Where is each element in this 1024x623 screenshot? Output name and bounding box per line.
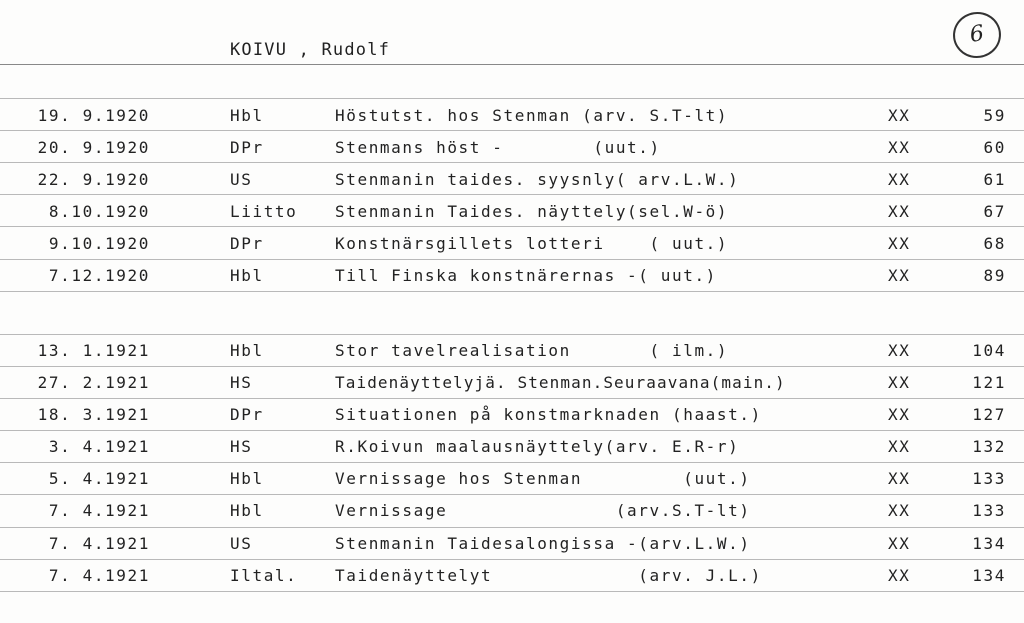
entry-row (0, 198, 1024, 226)
entry-date: 9.10.1920 (48, 234, 150, 253)
entry-mark: XX (888, 501, 911, 520)
card-number-circle: 6 (950, 9, 1004, 61)
entry-number: 133 (972, 501, 1006, 520)
entry-date: 7. 4.1921 (48, 534, 150, 553)
entry-date: 13. 1.1921 (37, 341, 150, 360)
entry-source: Hbl (230, 469, 264, 488)
entry-date: 3. 4.1921 (48, 437, 150, 456)
entry-date: 20. 9.1920 (37, 138, 150, 157)
entry-mark: XX (888, 469, 911, 488)
entry-source: HS (230, 437, 253, 456)
entry-row (0, 562, 1024, 590)
card-heading: KOIVU , Rudolf (230, 40, 391, 60)
ruled-line (0, 334, 1024, 335)
entry-row (0, 401, 1024, 429)
ruled-line (0, 162, 1024, 163)
entry-source: Hbl (230, 266, 264, 285)
entry-source: Liitto (230, 202, 298, 221)
ruled-line (0, 527, 1024, 528)
entry-title: Konstnärsgillets lotteri ( uut.) (335, 234, 729, 253)
ruled-line (0, 291, 1024, 292)
entry-title: Situationen på konstmarknaden (haast.) (335, 405, 762, 424)
entry-date: 7. 4.1921 (48, 501, 150, 520)
entry-mark: XX (888, 405, 911, 424)
entry-source: HS (230, 373, 253, 392)
entry-row (0, 102, 1024, 130)
entry-mark: XX (888, 266, 911, 285)
entry-source: Hbl (230, 341, 264, 360)
entry-mark: XX (888, 202, 911, 221)
entry-row (0, 337, 1024, 365)
entry-number: 134 (972, 534, 1006, 553)
entry-number: 89 (983, 266, 1006, 285)
entry-number: 68 (983, 234, 1006, 253)
ruled-line (0, 591, 1024, 592)
entry-mark: XX (888, 341, 911, 360)
entry-source: Hbl (230, 106, 264, 125)
entry-number: 127 (972, 405, 1006, 424)
entry-date: 19. 9.1920 (37, 106, 150, 125)
entry-mark: XX (888, 373, 911, 392)
entry-title: Stenmanin taides. syysnly( arv.L.W.) (335, 170, 740, 189)
entry-title: Stenmanin Taidesalongissa -(arv.L.W.) (335, 534, 751, 553)
entry-title: R.Koivun maalausnäyttely(arv. E.R-r) (335, 437, 740, 456)
entry-mark: XX (888, 566, 911, 585)
entry-number: 104 (972, 341, 1006, 360)
entry-number: 134 (972, 566, 1006, 585)
entry-date: 7. 4.1921 (48, 566, 150, 585)
ruled-line (0, 194, 1024, 195)
entry-number: 132 (972, 437, 1006, 456)
entry-date: 27. 2.1921 (37, 373, 150, 392)
entry-title: Stenmans höst - (uut.) (335, 138, 661, 157)
entry-title: Stor tavelrealisation ( ilm.) (335, 341, 729, 360)
entry-row (0, 497, 1024, 525)
entry-row (0, 262, 1024, 290)
entry-row (0, 134, 1024, 162)
entry-mark: XX (888, 234, 911, 253)
ruled-line (0, 366, 1024, 367)
entry-row (0, 465, 1024, 493)
entry-source: Iltal. (230, 566, 298, 585)
entry-row (0, 369, 1024, 397)
entry-title: Vernissage (arv.S.T-lt) (335, 501, 751, 520)
entry-mark: XX (888, 170, 911, 189)
entry-number: 67 (983, 202, 1006, 221)
header-rule (0, 64, 1024, 65)
entry-source: DPr (230, 138, 264, 157)
entry-date: 18. 3.1921 (37, 405, 150, 424)
entry-date: 5. 4.1921 (48, 469, 150, 488)
entry-mark: XX (888, 106, 911, 125)
entry-title: Taidenäyttelyt (arv. J.L.) (335, 566, 762, 585)
ruled-line (0, 430, 1024, 431)
entry-number: 133 (972, 469, 1006, 488)
ruled-line (0, 130, 1024, 131)
entry-source: DPr (230, 405, 264, 424)
entry-number: 59 (983, 106, 1006, 125)
entry-source: DPr (230, 234, 264, 253)
entry-title: Höstutst. hos Stenman (arv. S.T-lt) (335, 106, 729, 125)
ruled-line (0, 462, 1024, 463)
ruled-line (0, 494, 1024, 495)
entry-row (0, 230, 1024, 258)
entry-number: 121 (972, 373, 1006, 392)
entry-title: Till Finska konstnärernas -( uut.) (335, 266, 717, 285)
entry-source: US (230, 170, 253, 189)
ruled-line (0, 98, 1024, 99)
entry-date: 22. 9.1920 (37, 170, 150, 189)
ruled-line (0, 259, 1024, 260)
ruled-line (0, 226, 1024, 227)
entry-mark: XX (888, 534, 911, 553)
entry-title: Stenmanin Taides. näyttely(sel.W-ö) (335, 202, 729, 221)
entry-mark: XX (888, 138, 911, 157)
entry-number: 61 (983, 170, 1006, 189)
entry-source: Hbl (230, 501, 264, 520)
entry-number: 60 (983, 138, 1006, 157)
entry-date: 7.12.1920 (48, 266, 150, 285)
entry-row (0, 433, 1024, 461)
entry-row (0, 530, 1024, 558)
ruled-line (0, 559, 1024, 560)
entry-title: Vernissage hos Stenman (uut.) (335, 469, 751, 488)
ruled-line (0, 398, 1024, 399)
entry-source: US (230, 534, 253, 553)
entry-mark: XX (888, 437, 911, 456)
entry-title: Taidenäyttelyjä. Stenman.Seuraavana(main.) (335, 373, 786, 392)
entry-row (0, 166, 1024, 194)
entry-date: 8.10.1920 (48, 202, 150, 221)
